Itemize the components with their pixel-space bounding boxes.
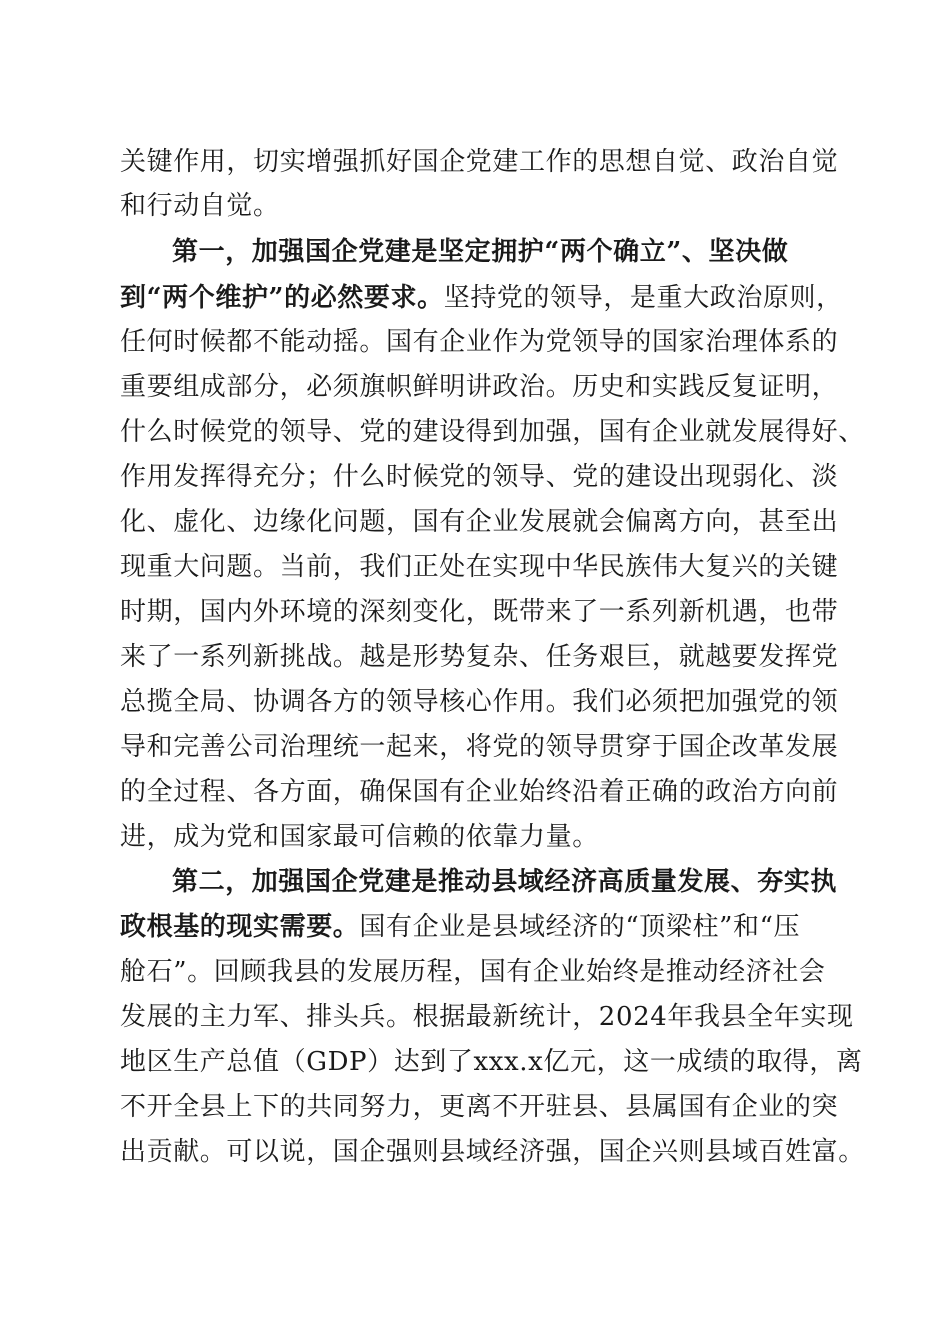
section-heading-second: 第二，加强国企党建是推动县域经济高质量发展、夯实执 (172, 867, 838, 897)
text-line: 重要组成部分，必须旗帜鲜明讲政治。历史和实践反复证明， (120, 372, 839, 402)
text-line: 出贡献。可以说，国企强则县域经济强，国企兴则县域百姓富。 (120, 1137, 865, 1167)
text-line: 发展的主力军、排头兵。根据最新统计，2024年我县全年实现 (120, 1002, 854, 1032)
text-line: 化、虚化、边缘化问题，国有企业发展就会偏离方向，甚至出 (120, 507, 839, 537)
text-line: 关键作用，切实增强抓好国企党建工作的思想自觉、政治自觉 (120, 147, 839, 177)
section-heading-second-end: 政根基的现实需要。 (120, 912, 360, 942)
section-heading-first: 第一，加强国企党建是坚定拥护“两个确立”、坚决做 (172, 237, 789, 267)
section-heading-first-end: 到“两个维护”的必然要求。 (120, 283, 444, 313)
text-line: 总揽全局、协调各方的领导核心作用。我们必须把加强党的领 (120, 687, 839, 717)
text-line: 什么时候党的领导、党的建设得到加强，国有企业就发展得好、 (120, 417, 865, 447)
text-line: 进，成为党和国家最可信赖的依靠力量。 (120, 822, 599, 852)
text-line: 政根基的现实需要。国有企业是县域经济的“顶梁柱”和“压 (120, 912, 801, 942)
text-line: 舱石”。回顾我县的发展历程，国有企业始终是推动经济社会 (120, 957, 826, 987)
text-line: 作用发挥得充分；什么时候党的领导、党的建设出现弱化、淡 (120, 462, 839, 492)
heading-line (172, 234, 788, 270)
heading-line (172, 864, 837, 900)
text-line: 和行动自觉。 (120, 191, 280, 221)
text-line: 的全过程、各方面，确保国有企业始终沿着正确的政治方向前 (120, 777, 839, 807)
text-line: 现重大问题。当前，我们正处在实现中华民族伟大复兴的关键 (120, 552, 839, 582)
text-line: 来了一系列新挑战。越是形势复杂、任务艰巨，就越要发挥党 (120, 642, 839, 672)
text-line: 时期，国内外环境的深刻变化，既带来了一系列新机遇，也带 (120, 597, 839, 627)
text-line: 导和完善公司治理统一起来，将党的领导贯穿于国企改革发展 (120, 732, 839, 762)
text-line: 到“两个维护”的必然要求。坚持党的领导，是重大政治原则， (120, 283, 843, 313)
text-line: 地区生产总值（GDP）达到了xxx.x亿元，这一成绩的取得，离 (120, 1047, 863, 1077)
text-line: 任何时候都不能动摇。国有企业作为党领导的国家治理体系的 (120, 327, 839, 357)
text-line: 不开全县上下的共同努力，更离不开驻县、县属国有企业的突 (120, 1092, 839, 1122)
